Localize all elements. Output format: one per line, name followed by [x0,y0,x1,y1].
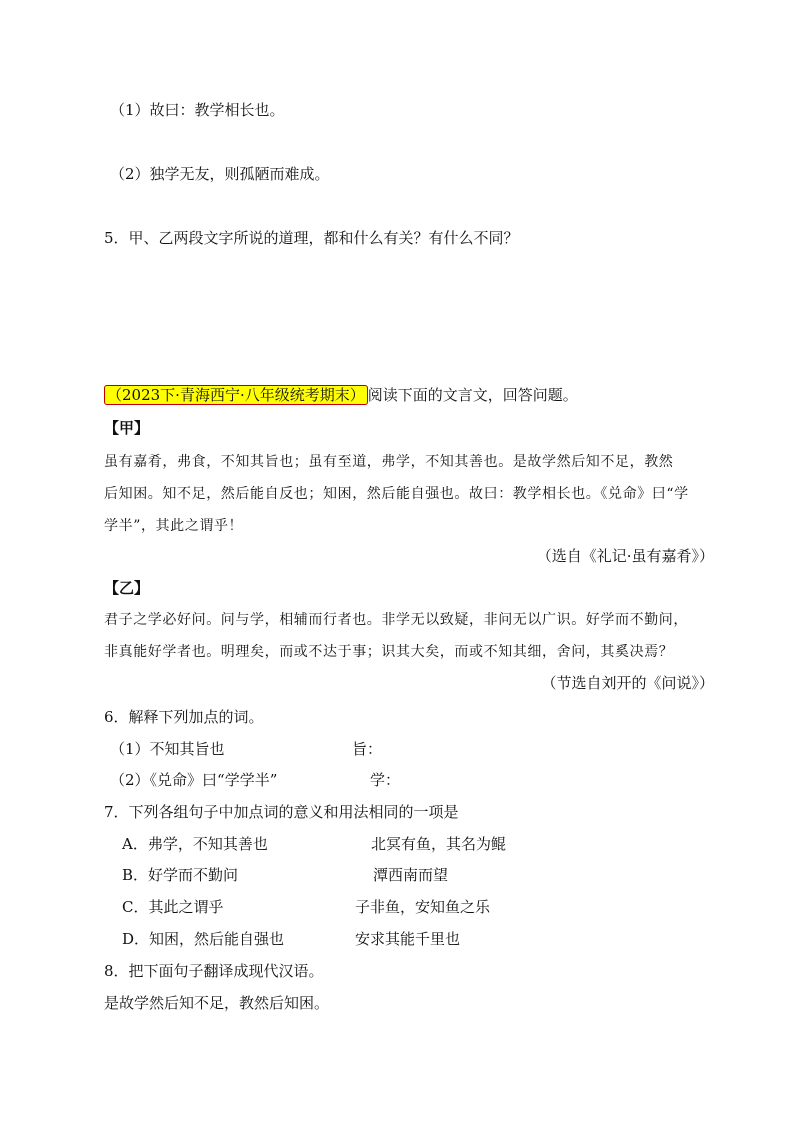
q7-option-d-right: 安求其能千里也 [355,930,461,948]
question-7: 7．下列各组句子中加点词的意义和用法相同的一项是 [104,803,459,821]
q7-option-c-right: 子非鱼，安知鱼之乐 [355,898,491,916]
passage-heading [104,385,578,405]
q6-item-2 [110,770,277,790]
q6-item-1 [110,739,225,759]
passage-instruction: 阅读下面的文言文，回答问题。 [367,386,578,404]
jia-line-3: 学半”，其此之谓乎！ [104,518,244,534]
jia-line-1: 虽有嘉肴，弗食，不知其旨也；虽有至道，弗学，不知其善也。是故学然后知不足，教然 [104,454,674,470]
q7-option-a-right: 北冥有鱼，其名为鲲 [371,835,507,853]
q6-phrase-1: （1）不知其旨也 [110,740,225,758]
question-6: 6．解释下列加点的词。 [104,708,264,726]
source-tag-highlight: （2023下·青海西宁·八年级统考期末） [104,385,368,405]
q8-sentence: 是故学然后知不足，教然后知困。 [104,994,330,1012]
q6-phrase-2: （2）《兑命》曰“学学半” [110,771,278,789]
yi-line-1: 君子之学必好问。问与学，相辅而行者也。非学无以致疑，非问无以广识。好学而不勤问， [104,612,688,628]
q7-option-d-left: D．知困，然后能自强也 [122,930,285,948]
q7-option-c-left: C．其此之谓乎 [122,898,224,916]
yi-title: 【乙】 [104,579,150,597]
q4-item-2: （2）独学无友，则孤陋而难成。 [110,165,330,183]
yi-line-2: 非真能好学者也。明理矣，而或不达于事；识其大矣，而或不知其细，舍问，其奚决焉？ [104,644,674,660]
question-8: 8．把下面句子翻译成现代汉语。 [104,962,324,980]
question-5: 5．甲、乙两段文字所说的道理，都和什么有关？有什么不同？ [104,229,519,247]
q7-option-b-right: 潭西南而望 [373,866,449,884]
jia-source: （选自《礼记·虽有嘉肴》） [536,547,714,565]
q7-option-a-left: A．弗学，不知其善也 [122,835,268,853]
q4-item-1: （1）故曰：教学相长也。 [110,101,285,119]
q6-word-2: 学： [370,771,401,789]
q7-option-b-left: B．好学而不勤问 [122,866,239,884]
q6-word-1: 旨： [352,740,383,758]
jia-line-2: 后知困。知不足，然后能自反也；知困，然后能自强也。故曰：教学相长也。《兑命》曰“学 [104,486,689,502]
yi-source: （节选自刘开的《问说》） [541,674,714,692]
jia-title: 【甲】 [104,419,150,437]
